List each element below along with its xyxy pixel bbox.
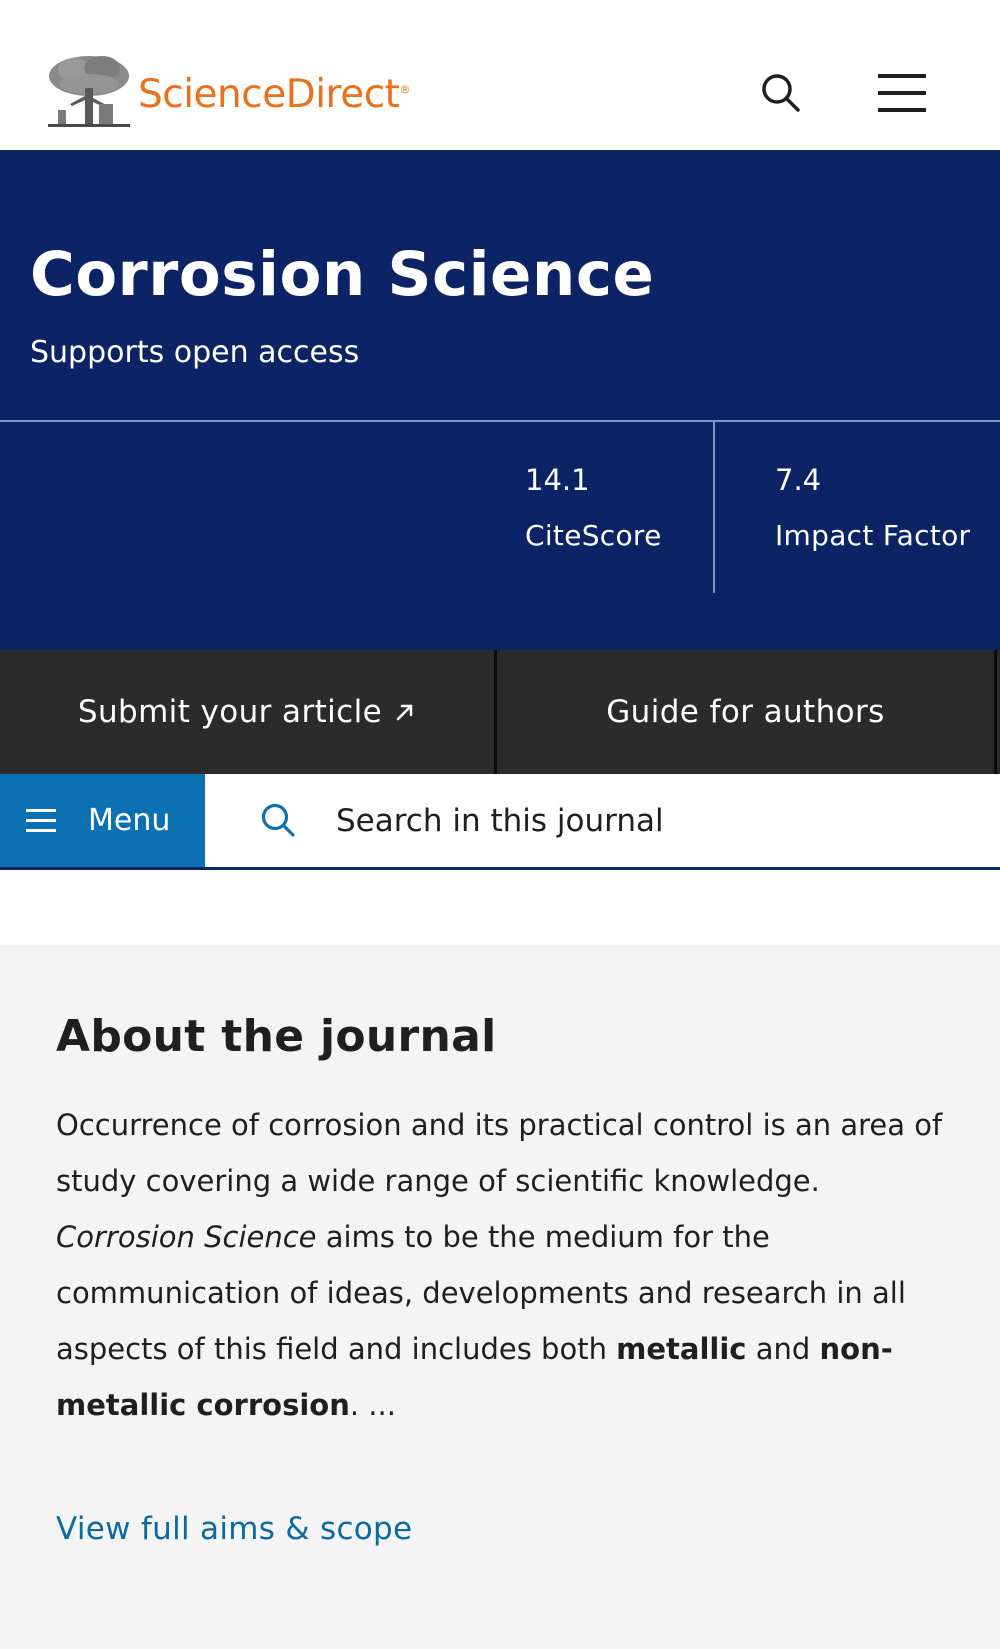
menu-button[interactable] (0, 774, 205, 867)
journal-title: Corrosion Science (30, 239, 655, 310)
menu-label: Menu (88, 803, 171, 838)
journal-hero (0, 150, 1000, 650)
metallic-bold: metallic (616, 1332, 747, 1366)
journal-search-icon[interactable] (258, 800, 298, 840)
journal-name-italic: Corrosion Science (56, 1220, 317, 1254)
site-header (0, 0, 1000, 150)
action-bar (0, 650, 1000, 774)
about-description: Occurrence of corrosion and its practical control is an area of study covering a wide range of scientific knowledge. Corrosion Science aims to be the medium for the communication of ideas, developments and research in all aspects of this field and includes both metallic and non-metallic corrosion. ... (56, 1108, 943, 1422)
open-access-subtitle: Supports open access (30, 335, 360, 370)
impact-factor-value: 7.4 (775, 463, 822, 497)
hero-divider (0, 420, 1000, 422)
submit-article-label: Submit your article (77, 694, 383, 730)
metric-divider (713, 421, 715, 593)
about-section (0, 945, 1000, 1649)
guide-for-authors-button[interactable] (497, 650, 997, 774)
journal-search-input[interactable] (336, 792, 956, 850)
journal-nav-bar (0, 774, 1000, 870)
elsevier-tree-logo (44, 52, 134, 134)
about-title: About the journal (56, 1011, 497, 1062)
menu-lines-icon (26, 806, 58, 836)
logo-wordmark: ScienceDirect® (138, 72, 410, 117)
submit-article-button[interactable] (0, 650, 497, 774)
non-metallic-bold: non-metallic corrosion (56, 1332, 893, 1422)
search-icon[interactable] (758, 70, 804, 116)
external-link-arrow-icon (394, 701, 416, 723)
citescore-label[interactable]: CiteScore (525, 519, 662, 552)
view-aims-scope-link[interactable]: View full aims & scope (56, 1511, 413, 1547)
hamburger-icon[interactable] (876, 70, 928, 116)
guide-for-authors-label: Guide for authors (606, 694, 885, 730)
sciencedirect-logo[interactable] (44, 52, 410, 134)
impact-factor-label[interactable]: Impact Factor (775, 519, 971, 552)
citescore-value: 14.1 (525, 463, 590, 497)
